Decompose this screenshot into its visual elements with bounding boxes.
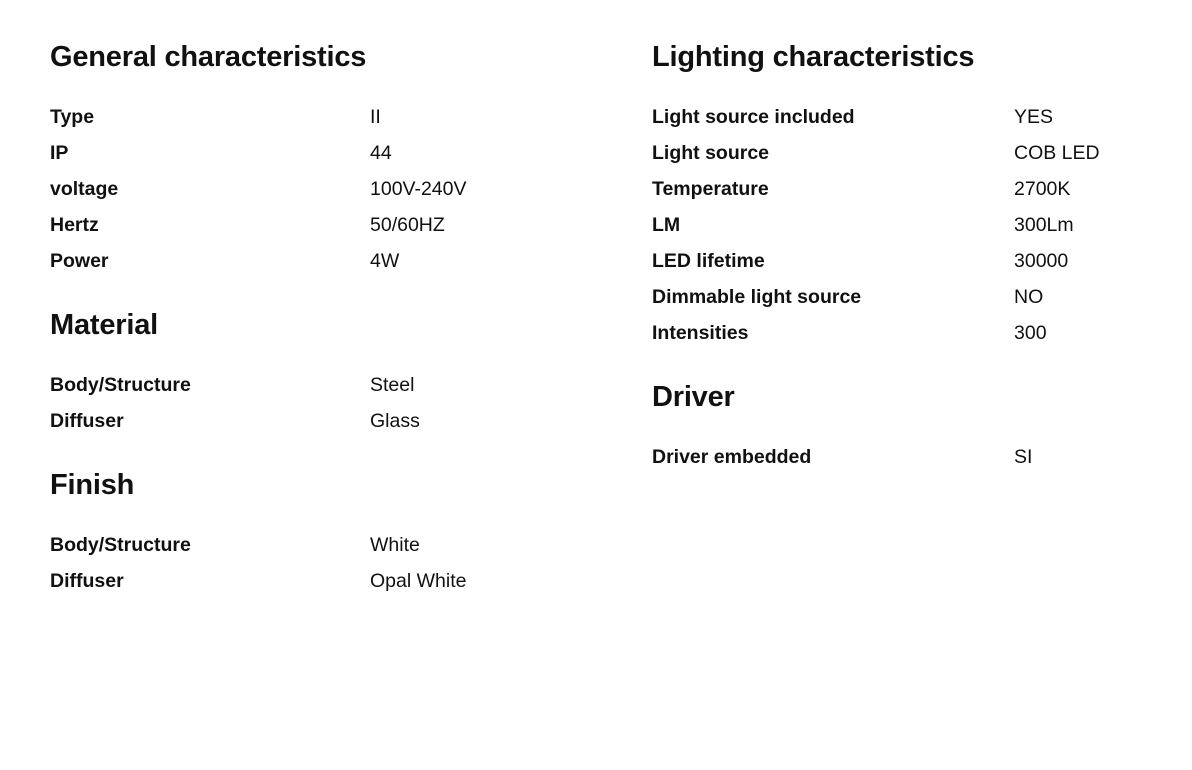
spec-value: 2700K bbox=[1014, 178, 1071, 200]
spec-value: 300Lm bbox=[1014, 214, 1074, 236]
spec-row-diffuser bbox=[50, 403, 590, 439]
left-column bbox=[50, 38, 590, 599]
spec-label: Light source included bbox=[652, 106, 855, 128]
driver-section bbox=[652, 378, 1152, 475]
spec-label: Hertz bbox=[50, 214, 99, 236]
spec-value: Glass bbox=[370, 410, 420, 432]
spec-value: II bbox=[370, 106, 381, 128]
spec-list bbox=[50, 527, 590, 599]
spec-row-power bbox=[50, 243, 590, 279]
spec-label: Body/Structure bbox=[50, 374, 191, 396]
section-title: Finish bbox=[50, 469, 135, 501]
spec-value: Steel bbox=[370, 374, 415, 396]
spec-value: YES bbox=[1014, 106, 1054, 128]
spec-row-body-structure bbox=[50, 367, 590, 403]
spec-row-led-lifetime bbox=[652, 243, 1152, 279]
spec-list bbox=[652, 439, 1152, 475]
section-title: Material bbox=[50, 309, 158, 341]
spec-label: Temperature bbox=[652, 178, 769, 200]
spec-row-driver-embedded bbox=[652, 439, 1152, 475]
spec-row-light-source-included bbox=[652, 99, 1152, 135]
lighting-characteristics-section bbox=[652, 38, 1152, 351]
spec-label: voltage bbox=[50, 178, 119, 200]
finish-section bbox=[50, 466, 590, 599]
spec-row-diffuser bbox=[50, 563, 590, 599]
spec-value: White bbox=[370, 534, 420, 556]
right-column bbox=[652, 38, 1152, 475]
section-title: Driver bbox=[652, 381, 735, 413]
spec-label: Body/Structure bbox=[50, 534, 191, 556]
spec-label: Intensities bbox=[652, 322, 749, 344]
spec-label: Power bbox=[50, 250, 109, 272]
spec-list bbox=[652, 99, 1152, 351]
general-characteristics-section bbox=[50, 38, 590, 279]
spec-row-type bbox=[50, 99, 590, 135]
spec-row-intensities bbox=[652, 315, 1152, 351]
spec-value: 4W bbox=[370, 250, 400, 272]
spec-label: Light source bbox=[652, 142, 770, 164]
spec-row-ip bbox=[50, 135, 590, 171]
spec-value: 100V-240V bbox=[370, 178, 467, 200]
spec-row-lm bbox=[652, 207, 1152, 243]
spec-value: 50/60HZ bbox=[370, 214, 445, 236]
material-section bbox=[50, 306, 590, 439]
spec-list bbox=[50, 99, 590, 279]
spec-list bbox=[50, 367, 590, 439]
spec-label: LED lifetime bbox=[652, 250, 765, 272]
spec-value: 300 bbox=[1014, 322, 1047, 344]
spec-row-dimmable-light-source bbox=[652, 279, 1152, 315]
spec-label: Diffuser bbox=[50, 410, 124, 432]
spec-label: Diffuser bbox=[50, 570, 124, 592]
spec-label: LM bbox=[652, 214, 681, 236]
section-title: General characteristics bbox=[50, 41, 367, 73]
spec-value: Opal White bbox=[370, 570, 467, 592]
spec-value: SI bbox=[1014, 446, 1033, 468]
spec-value: 30000 bbox=[1014, 250, 1069, 272]
spec-label: Type bbox=[50, 106, 95, 128]
spec-row-hertz bbox=[50, 207, 590, 243]
spec-value: 44 bbox=[370, 142, 392, 164]
spec-value: COB LED bbox=[1014, 142, 1100, 164]
spec-value: NO bbox=[1014, 286, 1044, 308]
spec-label: IP bbox=[50, 142, 69, 164]
spec-label: Driver embedded bbox=[652, 446, 812, 468]
section-title: Lighting characteristics bbox=[652, 41, 975, 73]
spec-row-voltage bbox=[50, 171, 590, 207]
spec-row-body-structure bbox=[50, 527, 590, 563]
spec-row-light-source bbox=[652, 135, 1152, 171]
spec-row-temperature bbox=[652, 171, 1152, 207]
spec-label: Dimmable light source bbox=[652, 286, 862, 308]
